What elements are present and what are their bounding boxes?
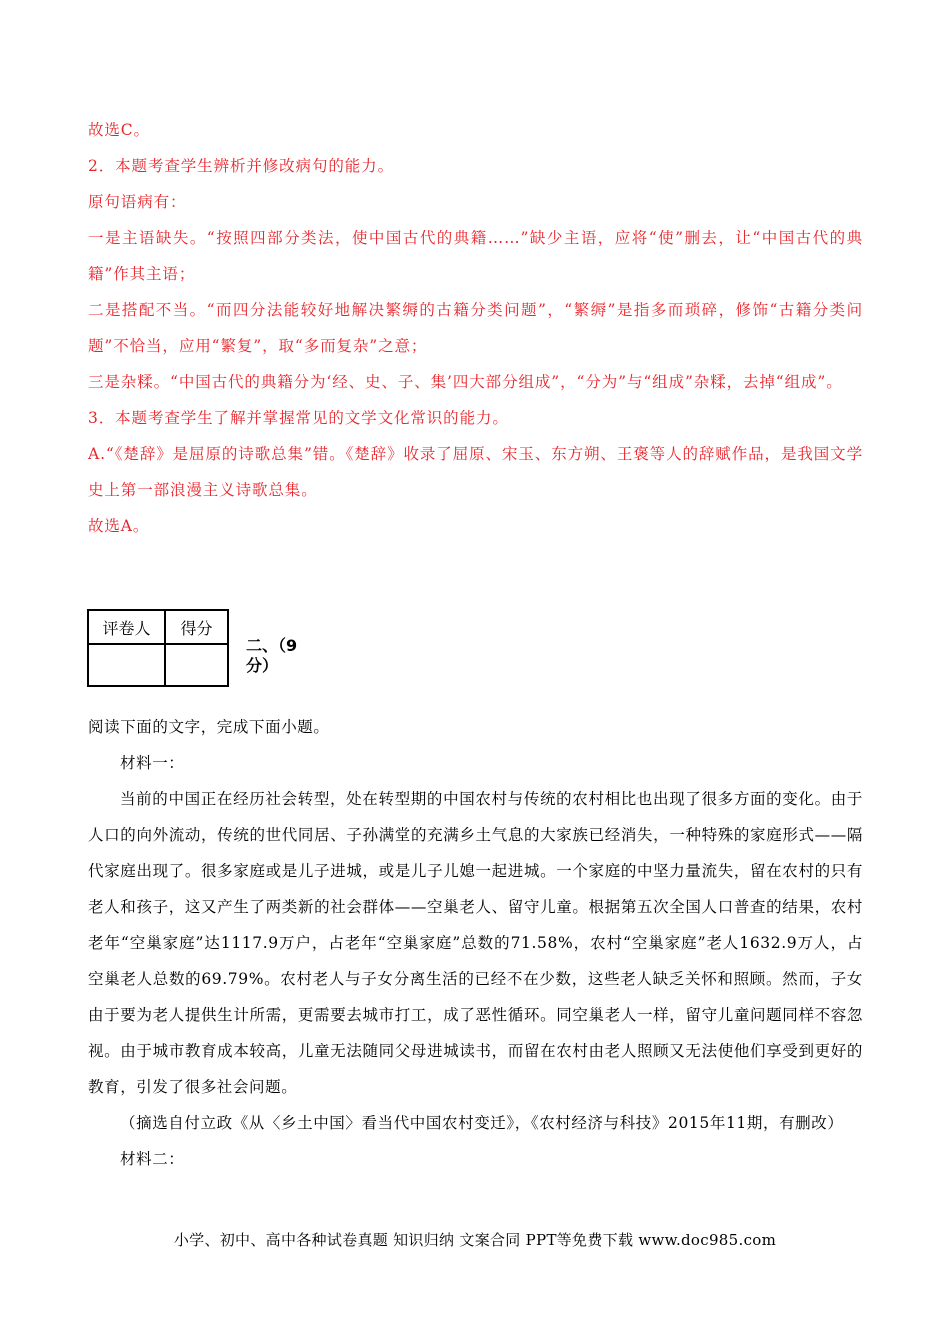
grader-label: 评卷人 xyxy=(88,610,165,644)
material1-label: 材料一： xyxy=(120,754,185,772)
score-cell xyxy=(165,644,228,686)
reading-passage xyxy=(88,709,863,1177)
grader-score-table xyxy=(87,609,229,687)
answer-line: 三是杂糅。“中国古代的典籍分为‘经、史、子、集’四大部分组成”，“分为”与“组成”杂糅，去掉“组成”。 xyxy=(88,373,843,391)
answer-explanation xyxy=(88,112,863,544)
section-title: 二、（9分） xyxy=(246,636,298,675)
instruction: 阅读下面的文字，完成下面小题。 xyxy=(88,718,330,736)
citation: （摘选自付立政《从〈乡土中国〉看当代中国农村变迁》，《农村经济与科技》2015年11期，有删改） xyxy=(120,1114,844,1132)
grader-cell xyxy=(88,644,165,686)
page-footer: 小学、初中、高中各种试卷真题 知识归纳 文案合同 PPT等免费下载 www.doc985.com xyxy=(173,1231,777,1249)
material2-label: 材料二： xyxy=(120,1150,185,1168)
answer-line: 故选A。 xyxy=(88,517,150,535)
answer-line: 一是主语缺失。“按照四部分类法，使中国古代的典籍……”缺少主语，应将“使”删去，让“中国古代的典籍”作其主语； xyxy=(88,229,863,283)
answer-line: 2．本题考查学生辨析并修改病句的能力。 xyxy=(88,157,394,175)
answer-line: A.“《楚辞》是屈原的诗歌总集”错。《楚辞》收录了屈原、宋玉、东方朔、王褒等人的辞赋作品，是我国文学史上第一部浪漫主义诗歌总集。 xyxy=(88,445,863,499)
answer-line: 故选C。 xyxy=(88,121,150,139)
material1-text: 当前的中国正在经历社会转型，处在转型期的中国农村与传统的农村相比也出现了很多方面的变化。由于人口的向外流动，传统的世代同居、子孙满堂的充满乡土气息的大家族已经消失，一种特殊的家庭形式——隔代家庭出现了。很多家庭或是儿子进城，或是儿子儿媳一起进城。一个家庭的中坚力量流失，留在农村的只有老人和孩子，这又产生了两类新的社会群体——空巢老人、留守儿童。根据第五次全国人口普查的结果，农村老年“空巢家庭”达1117.9万户，占老年“空巢家庭”总数的71.58%，农村“空巢家庭”老人1632.9万人，占空巢老人总数的69.79%。农村老人与子女分离生活的已经不在少数，这些老人缺乏关怀和照顾。然而，子女由于要为老人提供生计所需，更需要去城市打工，成了恶性循环。同空巢老人一样，留守儿童问题同样不容忽视。由于城市教育成本较高，儿童无法随同父母进城读书，而留在农村由老人照顾又无法使他们享受到更好的教育，引发了很多社会问题。 xyxy=(88,790,863,1096)
answer-line: 二是搭配不当。“而四分法能较好地解决繁缛的古籍分类问题”，“繁缛”是指多而琐碎，修饰“古籍分类问题”不恰当，应用“繁复”，取“多而复杂”之意； xyxy=(88,301,863,355)
answer-line: 3．本题考查学生了解并掌握常见的文学文化常识的能力。 xyxy=(88,409,509,427)
score-label: 得分 xyxy=(165,610,228,644)
answer-line: 原句语病有： xyxy=(88,193,187,211)
